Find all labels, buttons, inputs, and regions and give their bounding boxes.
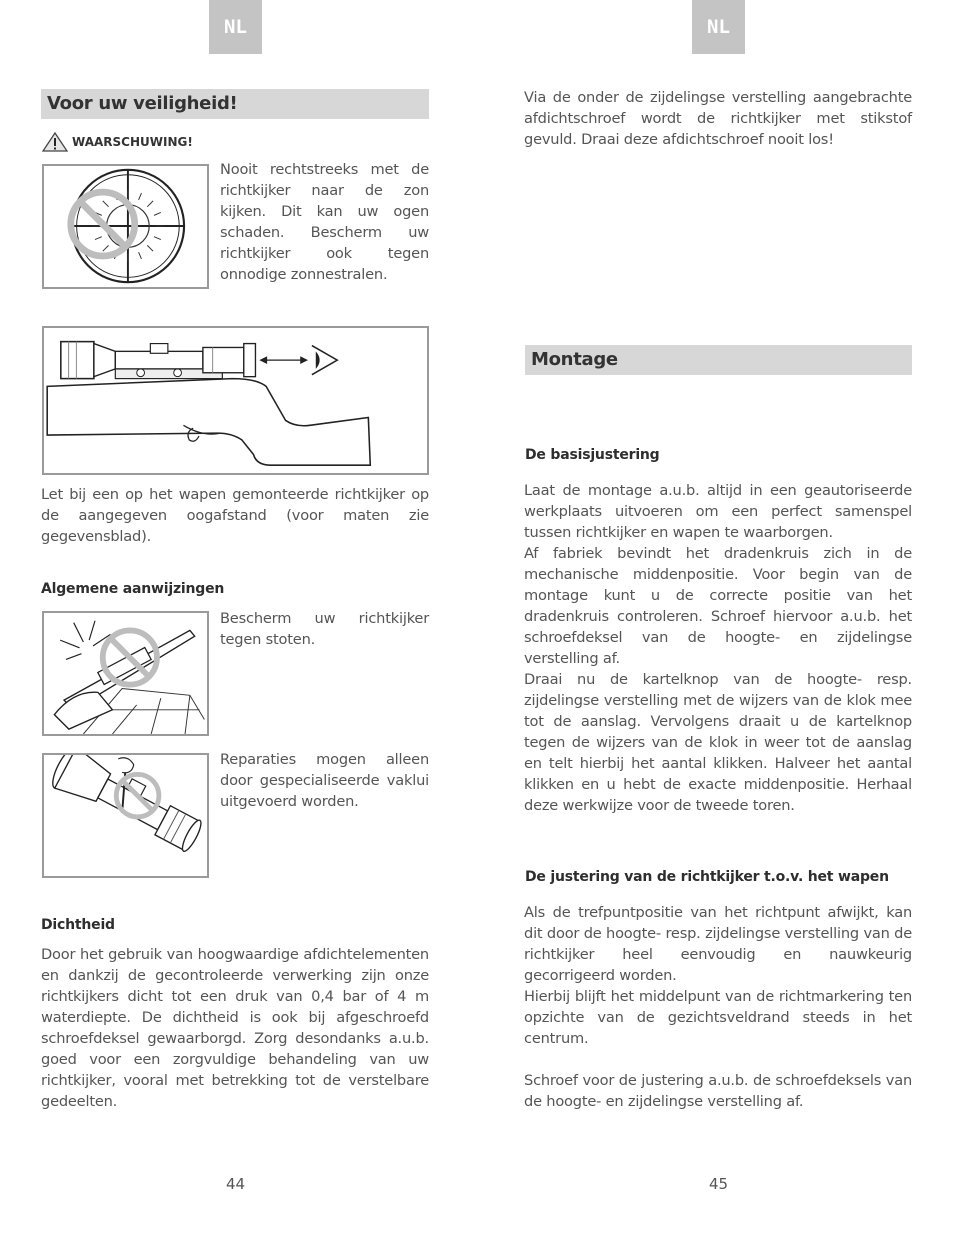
basic-adjustment-text: Laat de montage a.u.b. altijd in een geautoriseerde werkplaats uitvoeren om een perfect samenspel tussen richtkijker en wapen te waarborgen. Af fabriek bevindt het dradenkruis zich in de mechanische middenpositie. Voor begin van de montage kunt u de correcte positie van het dradenkruis controleren. Schroef hiervoor a.u.b. het schroefdeksel van de hoogte- en zijdelingse verstelling af. Draai nu de kartelknop van de hoogte- resp. zijdelingse verstelling met de wijzers van de klok mee tot de aanslag. Vervolgens draait u de kartelknop tegen de wijzers van de klok in weer tot de aanslag en telt hierbij het aantal klikken. Halveer het aantal klikken en u hebt de exacte middenpositie. Herhaal deze werkwijze voor de tweede toren. [524, 482, 912, 814]
sun-warning-text: Nooit rechtstreeks met de richtkijker naar de zon kijken. Dit kan uw ogen schaden. Bescherm uw richtkijker ook tegen onnodige zonnestralen. [220, 161, 429, 283]
figure-repair [42, 753, 209, 878]
seal-heading: Dichtheid [41, 917, 115, 933]
page-number-left: 44 [226, 1175, 246, 1193]
weapon-adjustment-text: Als de trefpuntpositie van het richtpunt afwijkt, kan dit door de hoogte- resp. zijdelingse verstelling van de richtkijker heel eenvoudig en nauwkeurig gecorrigeerd worden. Hierbij blijft het middelpunt van de richtmarkering ten opzichte van de gezichtsveldrand steeds in het centrum. Schroef voor de justering a.u.b. de schroefdeksels van de hoogte- en zijdelingse verstelling af. [524, 904, 912, 1110]
seal-text: Door het gebruik van hoogwaardige afdichtelementen en dankzij de gecontroleerde verwerking zijn onze richtkijkers dicht tot een druk van 0,4 bar of 4 m waterdiepte. De dichtheid is ook bij afgeschroefd schroefdeksel gewaarborgd. Zorg desondanks a.u.b. goed voor een zorgvuldige behandeling van uw richtkijker, vooral met betrekking tot de verstelbare gedeelten. [41, 946, 429, 1110]
section-title-montage: Montage [525, 345, 912, 375]
warning-triangle-icon [42, 132, 68, 152]
weapon-adjustment-heading: De justering van de richtkijker t.o.v. het wapen [525, 869, 889, 885]
repair-illustration [44, 755, 207, 876]
general-heading: Algemene aanwijzingen [41, 581, 225, 597]
page-number-right: 45 [709, 1175, 729, 1193]
language-tab-left: NL [209, 0, 262, 54]
prohibited-icon [71, 192, 135, 256]
warning-label: WAARSCHUWING! [72, 135, 193, 149]
repair-text: Reparaties mogen alleen door gespecialiseerde vaklui uitgevoerd worden. [220, 751, 429, 810]
section-title-safety: Voor uw veiligheid! [41, 89, 429, 119]
sun-scope-illustration [44, 166, 207, 287]
rifle-scope-illustration [44, 328, 427, 473]
warning-row [42, 131, 193, 153]
eye-distance-text: Let bij een op het wapen gemonteerde richtkijker op de aangegeven oogafstand (voor maten zie gegevensblad). [41, 486, 429, 545]
language-tab-right: NL [692, 0, 745, 54]
impact-illustration [44, 613, 207, 734]
basic-adjustment-heading: De basisjustering [525, 447, 660, 463]
figure-rifle-eye-distance [42, 326, 429, 475]
figure-sun-scope [42, 164, 209, 289]
nitrogen-intro-text: Via de onder de zijdelingse verstelling aangebrachte afdichtschroef wordt de richtkijker met stikstof gevuld. Draai deze afdichtschroef nooit los! [524, 89, 912, 148]
figure-impact [42, 611, 209, 736]
protect-text: Bescherm uw richtkijker tegen stoten. [220, 610, 429, 648]
